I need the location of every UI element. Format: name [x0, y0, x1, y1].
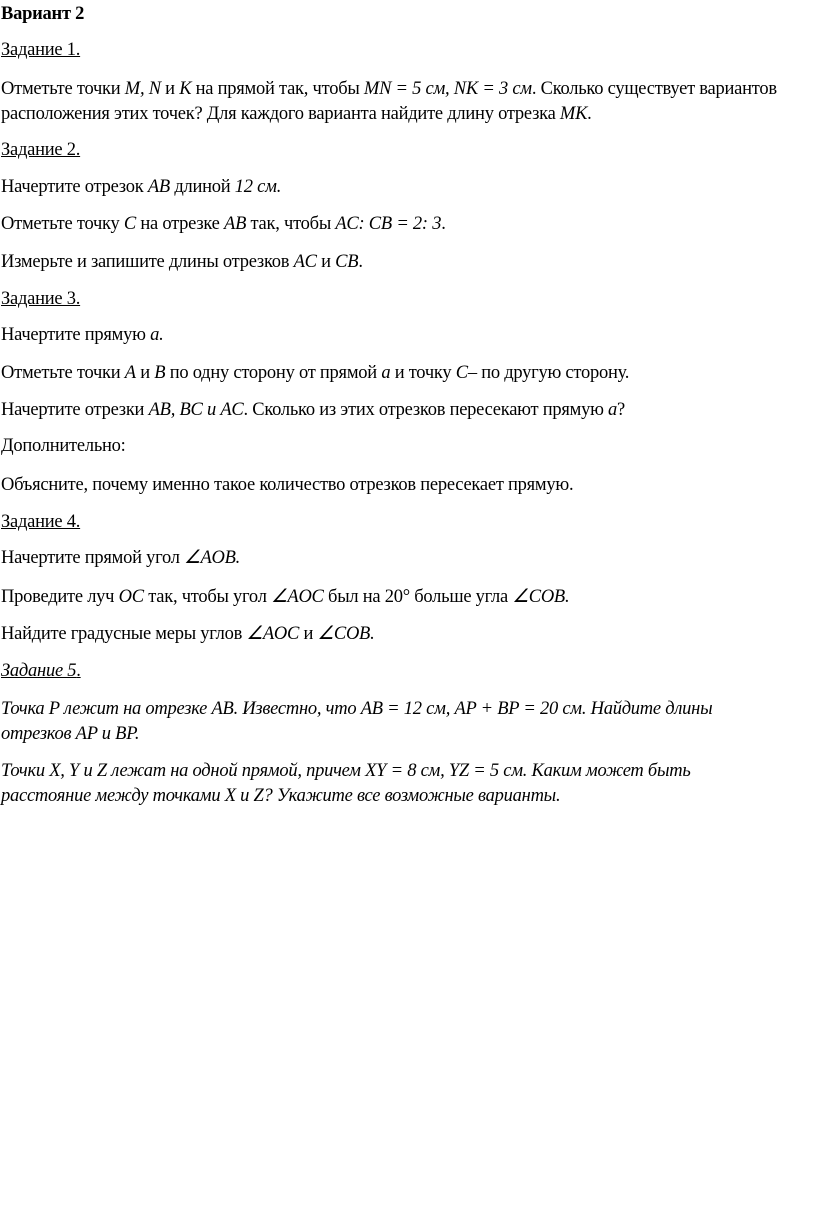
math-text: OC — [118, 587, 144, 607]
math-text: AB — [147, 177, 170, 197]
text-run: Отметьте точку — [1, 214, 124, 234]
math-text: расстояние между точками X и Z? Укажите все возможные варианты. — [1, 786, 561, 806]
math-text: a — [381, 363, 391, 383]
task-paragraph-line — [1, 361, 629, 386]
task-heading — [1, 138, 80, 163]
math-text: A — [124, 363, 136, 383]
task-heading — [1, 38, 80, 63]
text-run: . — [587, 104, 592, 124]
math-text: AB — [224, 214, 247, 234]
task-heading — [1, 659, 81, 684]
text-run: и — [135, 363, 155, 383]
text-run: Задание 4. — [1, 512, 81, 532]
task-paragraph-line — [1, 77, 777, 102]
math-text: a. — [150, 325, 164, 345]
text-run: так, чтобы угол — [143, 587, 272, 607]
task-paragraph-line — [1, 722, 139, 747]
math-text: AB, BC и AC — [148, 400, 244, 420]
text-run: по одну сторону от прямой — [165, 363, 382, 383]
math-text: ∠COB. — [512, 587, 570, 607]
text-run: Найдите градусные меры углов — [1, 624, 247, 644]
text-run: Проведите луч — [1, 587, 119, 607]
text-run: Задание 3. — [1, 289, 81, 309]
task-paragraph-line — [1, 102, 592, 127]
text-run: . — [76, 661, 81, 681]
math-text: MK — [559, 104, 588, 124]
text-run: . — [441, 214, 446, 234]
math-text: отрезков AP и BP. — [1, 724, 140, 744]
math-text: C — [123, 214, 136, 234]
text-run: Отметьте точки — [1, 363, 125, 383]
task-paragraph-line — [1, 697, 712, 722]
task-paragraph-line — [1, 398, 625, 423]
math-text: ∠AOC — [271, 587, 324, 607]
text-run: длиной — [169, 177, 235, 197]
document-title — [1, 2, 84, 27]
text-run: так, чтобы — [246, 214, 336, 234]
text-run: на прямой так, чтобы — [191, 79, 364, 99]
math-text: Задание 5 — [1, 661, 77, 681]
text-run: Измерьте и запишите длины отрезков — [1, 252, 294, 272]
text-run: на отрезке — [135, 214, 225, 234]
task-paragraph-line — [1, 250, 363, 275]
task-paragraph-line — [1, 323, 163, 348]
math-text: AC: CB = 2: 3 — [335, 214, 442, 234]
text-run: Начертите отрезок — [1, 177, 148, 197]
math-text: 12 см. — [234, 177, 282, 197]
task-heading — [1, 287, 80, 312]
text-run: Задание 2. — [1, 140, 81, 160]
text-run: Задание 1. — [1, 40, 81, 60]
text-run: . Сколько существует вариантов — [531, 79, 777, 99]
math-text: K — [179, 79, 192, 99]
math-text: Точка P лежит на отрезке AB. Известно, что AB = 12 см, AP + BP = 20 см. Найдите длины — [1, 699, 713, 719]
math-text: ∠AOC — [246, 624, 300, 644]
text-run: и — [160, 79, 180, 99]
text-run: Начертите прямой угол — [1, 548, 185, 568]
math-text: Точки X, Y и Z лежат на одной прямой, причем XY = 8 см, YZ = 5 см. Каким может быть — [1, 761, 691, 781]
math-text: B — [154, 363, 166, 383]
text-run: и точку — [390, 363, 456, 383]
text-run: . — [358, 252, 363, 272]
math-text: ∠AOB. — [184, 548, 241, 568]
task-paragraph-line — [1, 784, 560, 809]
text-run: ? — [617, 400, 625, 420]
task-paragraph-line — [1, 759, 691, 784]
math-text: C — [455, 363, 468, 383]
task-paragraph-line — [1, 585, 569, 610]
text-run: Вариант 2 — [1, 4, 85, 24]
task-paragraph-line — [1, 473, 573, 498]
task-paragraph-line — [1, 622, 374, 647]
math-text: M, N — [124, 79, 161, 99]
text-run: Дополнительно: — [1, 436, 126, 456]
text-run: расположения этих точек? Для каждого варианта найдите длину отрезка — [1, 104, 560, 124]
task-paragraph-line — [1, 546, 240, 571]
math-text: CB — [335, 252, 359, 272]
task-paragraph-line — [1, 434, 126, 459]
text-run: . Сколько из этих отрезков пересекают прямую — [243, 400, 609, 420]
text-run: Отметьте точки — [1, 79, 125, 99]
math-text: AC — [293, 252, 317, 272]
text-run: – по другую сторону. — [467, 363, 630, 383]
math-text: MN = 5 см, NK = 3 см — [363, 79, 532, 99]
text-run: и — [299, 624, 318, 644]
text-run: и — [316, 252, 336, 272]
task-paragraph-line — [1, 175, 281, 200]
text-run: Объясните, почему именно такое количество отрезков пересекает прямую. — [1, 475, 574, 495]
math-text: a — [608, 400, 618, 420]
task-heading — [1, 510, 80, 535]
math-text: ∠COB. — [317, 624, 375, 644]
text-run: был на 20° больше угла — [323, 587, 513, 607]
text-run: Начертите прямую — [1, 325, 151, 345]
text-run: Начертите отрезки — [1, 400, 149, 420]
task-paragraph-line — [1, 212, 446, 237]
